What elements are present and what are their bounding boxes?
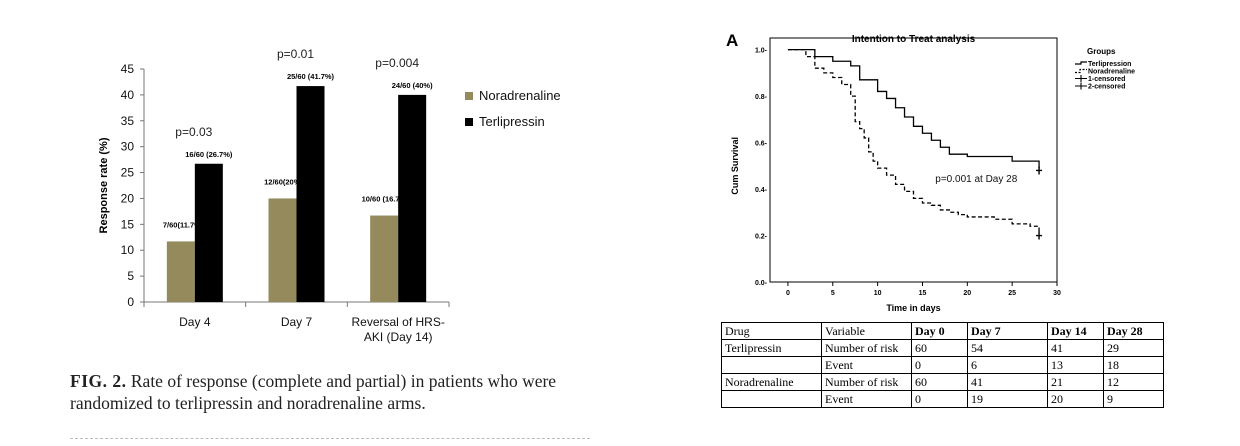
risk-table-cell: Number of risk [822, 340, 912, 357]
x-tick-label: Day 7 [280, 315, 313, 329]
risk-table-cell: 18 [1104, 357, 1164, 374]
censored-mark [1036, 166, 1042, 174]
figure-caption-text: Rate of response (complete and partial) in patients who were randomized to terlipressin and noradrenaline arms. [70, 371, 557, 413]
x-tick-label: 30 [1053, 290, 1061, 297]
risk-table-cell: Event [822, 391, 912, 408]
data-label-noradrenaline: 10/60 (16.7%) [361, 194, 409, 204]
risk-table-cell: 41 [1048, 340, 1104, 357]
y-tick-label: 10 [120, 243, 134, 258]
y-tick-label: 20 [120, 191, 134, 206]
risk-table-cell: 21 [1048, 374, 1104, 391]
x-tick-label: 15 [918, 290, 927, 297]
legend-censored-mark [1075, 75, 1087, 82]
bar-terlipressin [195, 164, 223, 302]
p-value-label: p=0.004 [375, 55, 420, 70]
risk-table-cell: Noradrenaline [722, 374, 822, 391]
y-tick-label: 40 [120, 87, 134, 102]
risk-table-cell: 12 [1104, 374, 1164, 391]
risk-table-cell: Terlipressin [722, 340, 822, 357]
risk-table-cell: 0 [912, 391, 968, 408]
y-tick-label: 5 [127, 269, 134, 284]
legend-label: Noradrenaline [1088, 68, 1136, 76]
plot-frame [770, 38, 1057, 282]
survival-curve-terlipression [788, 50, 1039, 169]
y-tick-label: 0.8- [754, 94, 767, 102]
risk-table-header-cell: Day 28 [1104, 323, 1164, 340]
risk-table-cell [722, 391, 822, 408]
y-tick-label: 25 [120, 165, 134, 180]
y-axis-label: Cum Survival [730, 137, 740, 195]
data-label-terlipressin: 16/60 (26.7%) [185, 149, 233, 159]
risk-table-cell: 13 [1048, 357, 1104, 374]
legend-title: Groups [1087, 47, 1116, 56]
legend-line-dashed [1075, 70, 1087, 73]
number-at-risk-table [721, 322, 1164, 408]
risk-table-cell: 9 [1104, 391, 1164, 408]
chart-title: Intention to Treat analysis [851, 34, 976, 45]
risk-table-cell: Number of risk [822, 374, 912, 391]
x-tick-label: 20 [963, 290, 972, 297]
p-value-label: p=0.01 [276, 47, 315, 62]
bar-noradrenaline [370, 216, 398, 302]
survival-curve-noradrenaline [788, 50, 1039, 234]
data-label-noradrenaline: 12/60(20%) [264, 177, 303, 187]
risk-table-cell: 20 [1048, 391, 1104, 408]
y-tick-label: 0.0- [754, 280, 767, 287]
legend-label: 2-censored [1088, 83, 1126, 91]
caption-divider [70, 438, 590, 439]
response-rate-bar-chart [95, 47, 625, 355]
y-tick-label: 1.0- [754, 47, 767, 55]
survival-curve-chart [722, 28, 1192, 320]
figure-caption-label: FIG. 2. [70, 371, 127, 391]
legend-label: Noradrenaline [479, 88, 561, 103]
x-tick-label: 0 [785, 290, 790, 297]
y-tick-label: 0.4- [754, 187, 767, 195]
risk-table-header-cell: Day 14 [1048, 323, 1104, 340]
x-tick-label: 10 [873, 290, 882, 297]
risk-table-header-cell: Drug [722, 323, 822, 340]
data-label-noradrenaline: 7/60(11.7% [162, 220, 201, 230]
risk-table-cell: 0 [912, 357, 968, 374]
risk-table-cell: 60 [912, 340, 968, 357]
p-value-label: p=0.03 [175, 124, 213, 139]
risk-table-header-cell: Day 0 [912, 323, 968, 340]
bar-terlipressin [297, 86, 325, 302]
data-label-terlipressin: 25/60 (41.7%) [286, 72, 335, 82]
y-tick-label: 0.2- [754, 233, 767, 241]
legend-label: Terlipression [1088, 61, 1132, 68]
p-value-annotation: p=0.001 at Day 28 [935, 174, 1018, 186]
censored-mark [1036, 232, 1042, 240]
risk-table-row [722, 374, 1164, 391]
risk-table-row [722, 340, 1164, 357]
risk-table-cell: 54 [968, 340, 1048, 357]
legend-label: Terlipressin [479, 114, 545, 129]
legend-censored-mark [1075, 83, 1087, 90]
x-tick-label: 5 [830, 290, 835, 297]
legend-line-solid [1075, 62, 1087, 64]
risk-table-cell: 19 [968, 391, 1048, 408]
risk-table-row [722, 357, 1164, 374]
y-axis-label: Response rate (%) [98, 137, 110, 234]
x-axis-label: Time in days [886, 303, 941, 313]
risk-table-cell: 41 [968, 374, 1048, 391]
risk-table-header-cell: Day 7 [968, 323, 1048, 340]
risk-table-row [722, 391, 1164, 408]
x-tick-label: AKI (Day 14) [363, 330, 433, 344]
risk-table-header-cell: Variable [822, 323, 912, 340]
y-tick-label: 0 [127, 295, 134, 309]
figure-caption [70, 370, 610, 414]
risk-table-cell: 60 [912, 374, 968, 391]
y-tick-label: 45 [120, 62, 134, 76]
y-tick-label: 30 [120, 139, 134, 154]
legend-swatch [465, 118, 473, 126]
risk-table-cell: 29 [1104, 340, 1164, 357]
risk-table-cell: Event [822, 357, 912, 374]
legend-swatch [465, 92, 473, 100]
x-tick-label: 25 [1008, 290, 1017, 297]
risk-table-header-row [722, 323, 1164, 340]
data-label-terlipressin: 24/60 (40%) [391, 80, 433, 90]
y-tick-label: 0.6- [754, 140, 767, 148]
legend-label: 1-censored [1088, 76, 1126, 83]
x-tick-label: Day 4 [179, 315, 211, 329]
bar-noradrenaline [269, 198, 297, 302]
x-tick-label: Reversal of HRS- [351, 315, 445, 329]
panel-label: A [726, 31, 739, 50]
bar-noradrenaline [167, 241, 195, 302]
y-tick-label: 35 [120, 113, 134, 128]
risk-table-cell [722, 357, 822, 374]
y-tick-label: 15 [120, 217, 134, 232]
risk-table-cell: 6 [968, 357, 1048, 374]
